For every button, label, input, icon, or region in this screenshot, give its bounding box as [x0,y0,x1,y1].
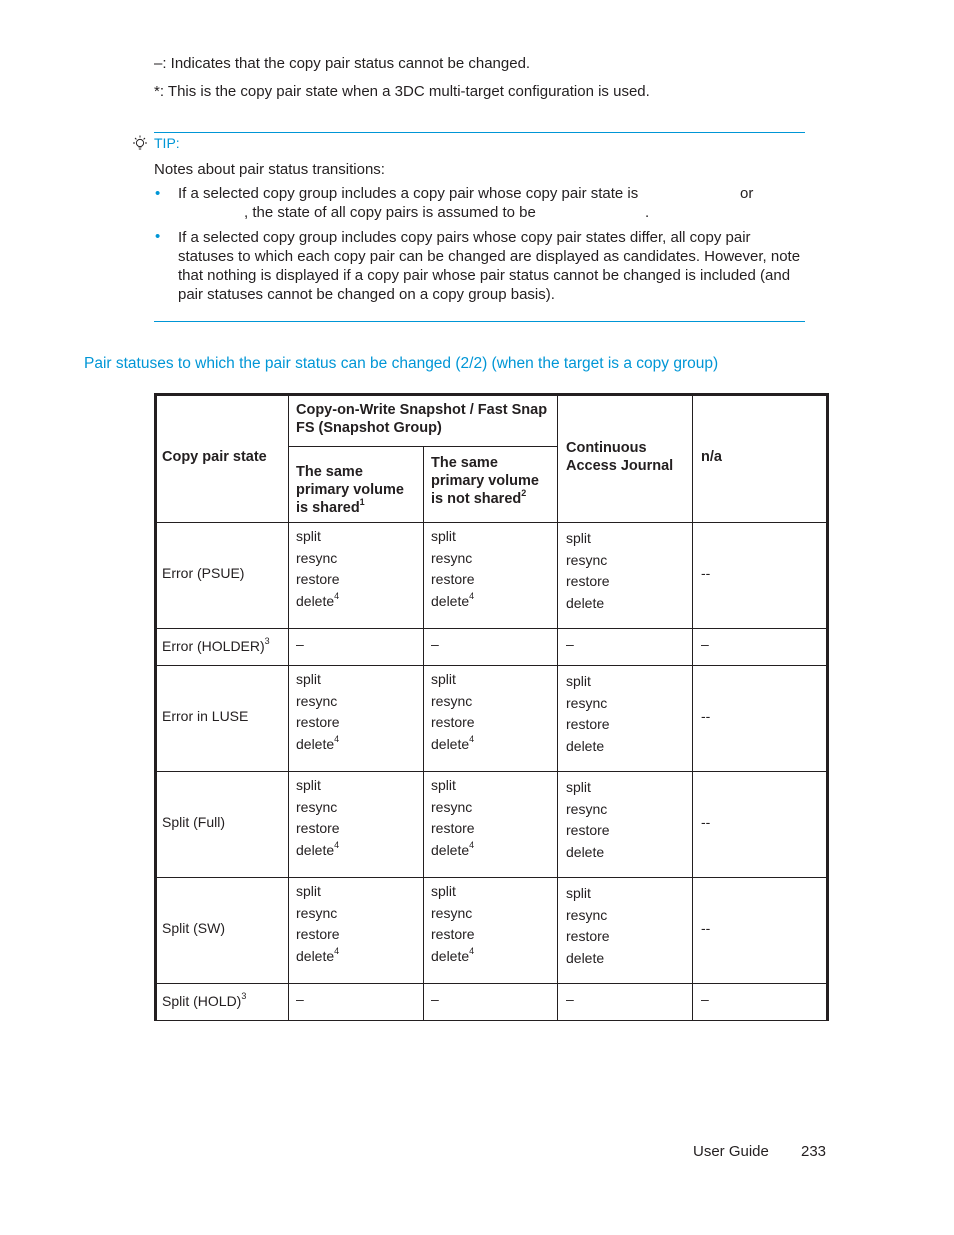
ops-caj: split resync restore delete [566,885,610,966]
ops-not-shared: split resync restore delete$^4$ [431,671,475,752]
dash-cell: – [701,636,709,652]
row-state-split-full: Split (Full) [162,814,226,830]
tip-bullet-1-part-3: , the state of all copy pairs is assumed to be [244,204,536,221]
tip-bullet-1-part-4: . [645,204,650,221]
tip-bullet-1-part-2: or [740,185,754,202]
dash-cell: – [431,636,439,652]
row-state-split-sw: Split (SW) [162,920,225,936]
row-state-split-hold: Split (HOLD)$^3$ [162,991,247,1009]
dash-cell: – [431,991,439,1007]
lightbulb-icon [130,134,150,154]
header-shared: The same primary volume is shared$^1$ [296,464,404,516]
row-state-error-psue: Error (PSUE) [162,565,245,581]
na-dash: -- [701,814,711,830]
bullet-dot: • [155,228,161,245]
tip-top-rule [154,132,805,133]
section-heading: Pair statuses to which the pair status can be changed (2/2) (when the target is a copy group) [84,355,719,372]
dash-cell: – [566,636,574,652]
ops-shared: split resync restore delete$^4$ [296,528,340,609]
ops-shared: split resync restore delete$^4$ [296,777,340,858]
page-number: 233 [801,1143,827,1160]
tip-bottom-rule [154,321,805,322]
header-cow-group: Copy-on-Write Snapshot / Fast Snap FS (Snapshot Group) [296,402,548,436]
tip-label: TIP: [154,135,180,151]
tip-bullet-1-part-1: If a selected copy group includes a copy pair whose copy pair state is [178,185,639,202]
row-state-error-in-luse: Error in LUSE [162,708,249,724]
ops-not-shared: split resync restore delete$^4$ [431,883,475,964]
dash-cell: – [296,991,304,1007]
ops-caj: split resync restore delete [566,530,610,611]
bullet-dot: • [155,185,161,202]
ops-shared: split resync restore delete$^4$ [296,671,340,752]
dash-cell: – [566,991,574,1007]
row-state-error-holder: Error (HOLDER)$^3$ [162,636,270,654]
dash-cell: – [701,991,709,1007]
header-not-shared: The same primary volume is not shared$^2$ [431,455,539,507]
ops-caj: split resync restore delete [566,779,610,860]
dash-cell: – [296,636,304,652]
na-dash: -- [701,920,711,936]
ops-shared: split resync restore delete$^4$ [296,883,340,964]
ops-caj: split resync restore delete [566,673,610,754]
header-caj: Continuous Access Journal [566,440,674,474]
tip-intro: Notes about pair status transitions: [154,161,385,178]
tip-bullet-2: If a selected copy group includes copy pairs whose copy pair states differ, all copy pair statuses to which each copy pair can be changed are displayed as candidates. However, note that nothing is displayed if a copy pair whose pair status cannot be changed is included (and pair statuses cannot be changed on a copy group basis). [178,229,801,303]
note-dash: –: Indicates that the copy pair status cannot be changed. [154,55,531,72]
note-asterisk: *: This is the copy pair state when a 3DC multi-target configuration is used. [154,83,650,100]
pair-status-table [154,393,829,1021]
footer-label: User Guide [693,1143,769,1160]
ops-not-shared: split resync restore delete$^4$ [431,777,475,858]
header-na: n/a [701,449,722,465]
header-copy-pair-state: Copy pair state [162,449,267,465]
na-dash: -- [701,708,711,724]
ops-not-shared: split resync restore delete$^4$ [431,528,475,609]
na-dash: -- [701,565,711,581]
